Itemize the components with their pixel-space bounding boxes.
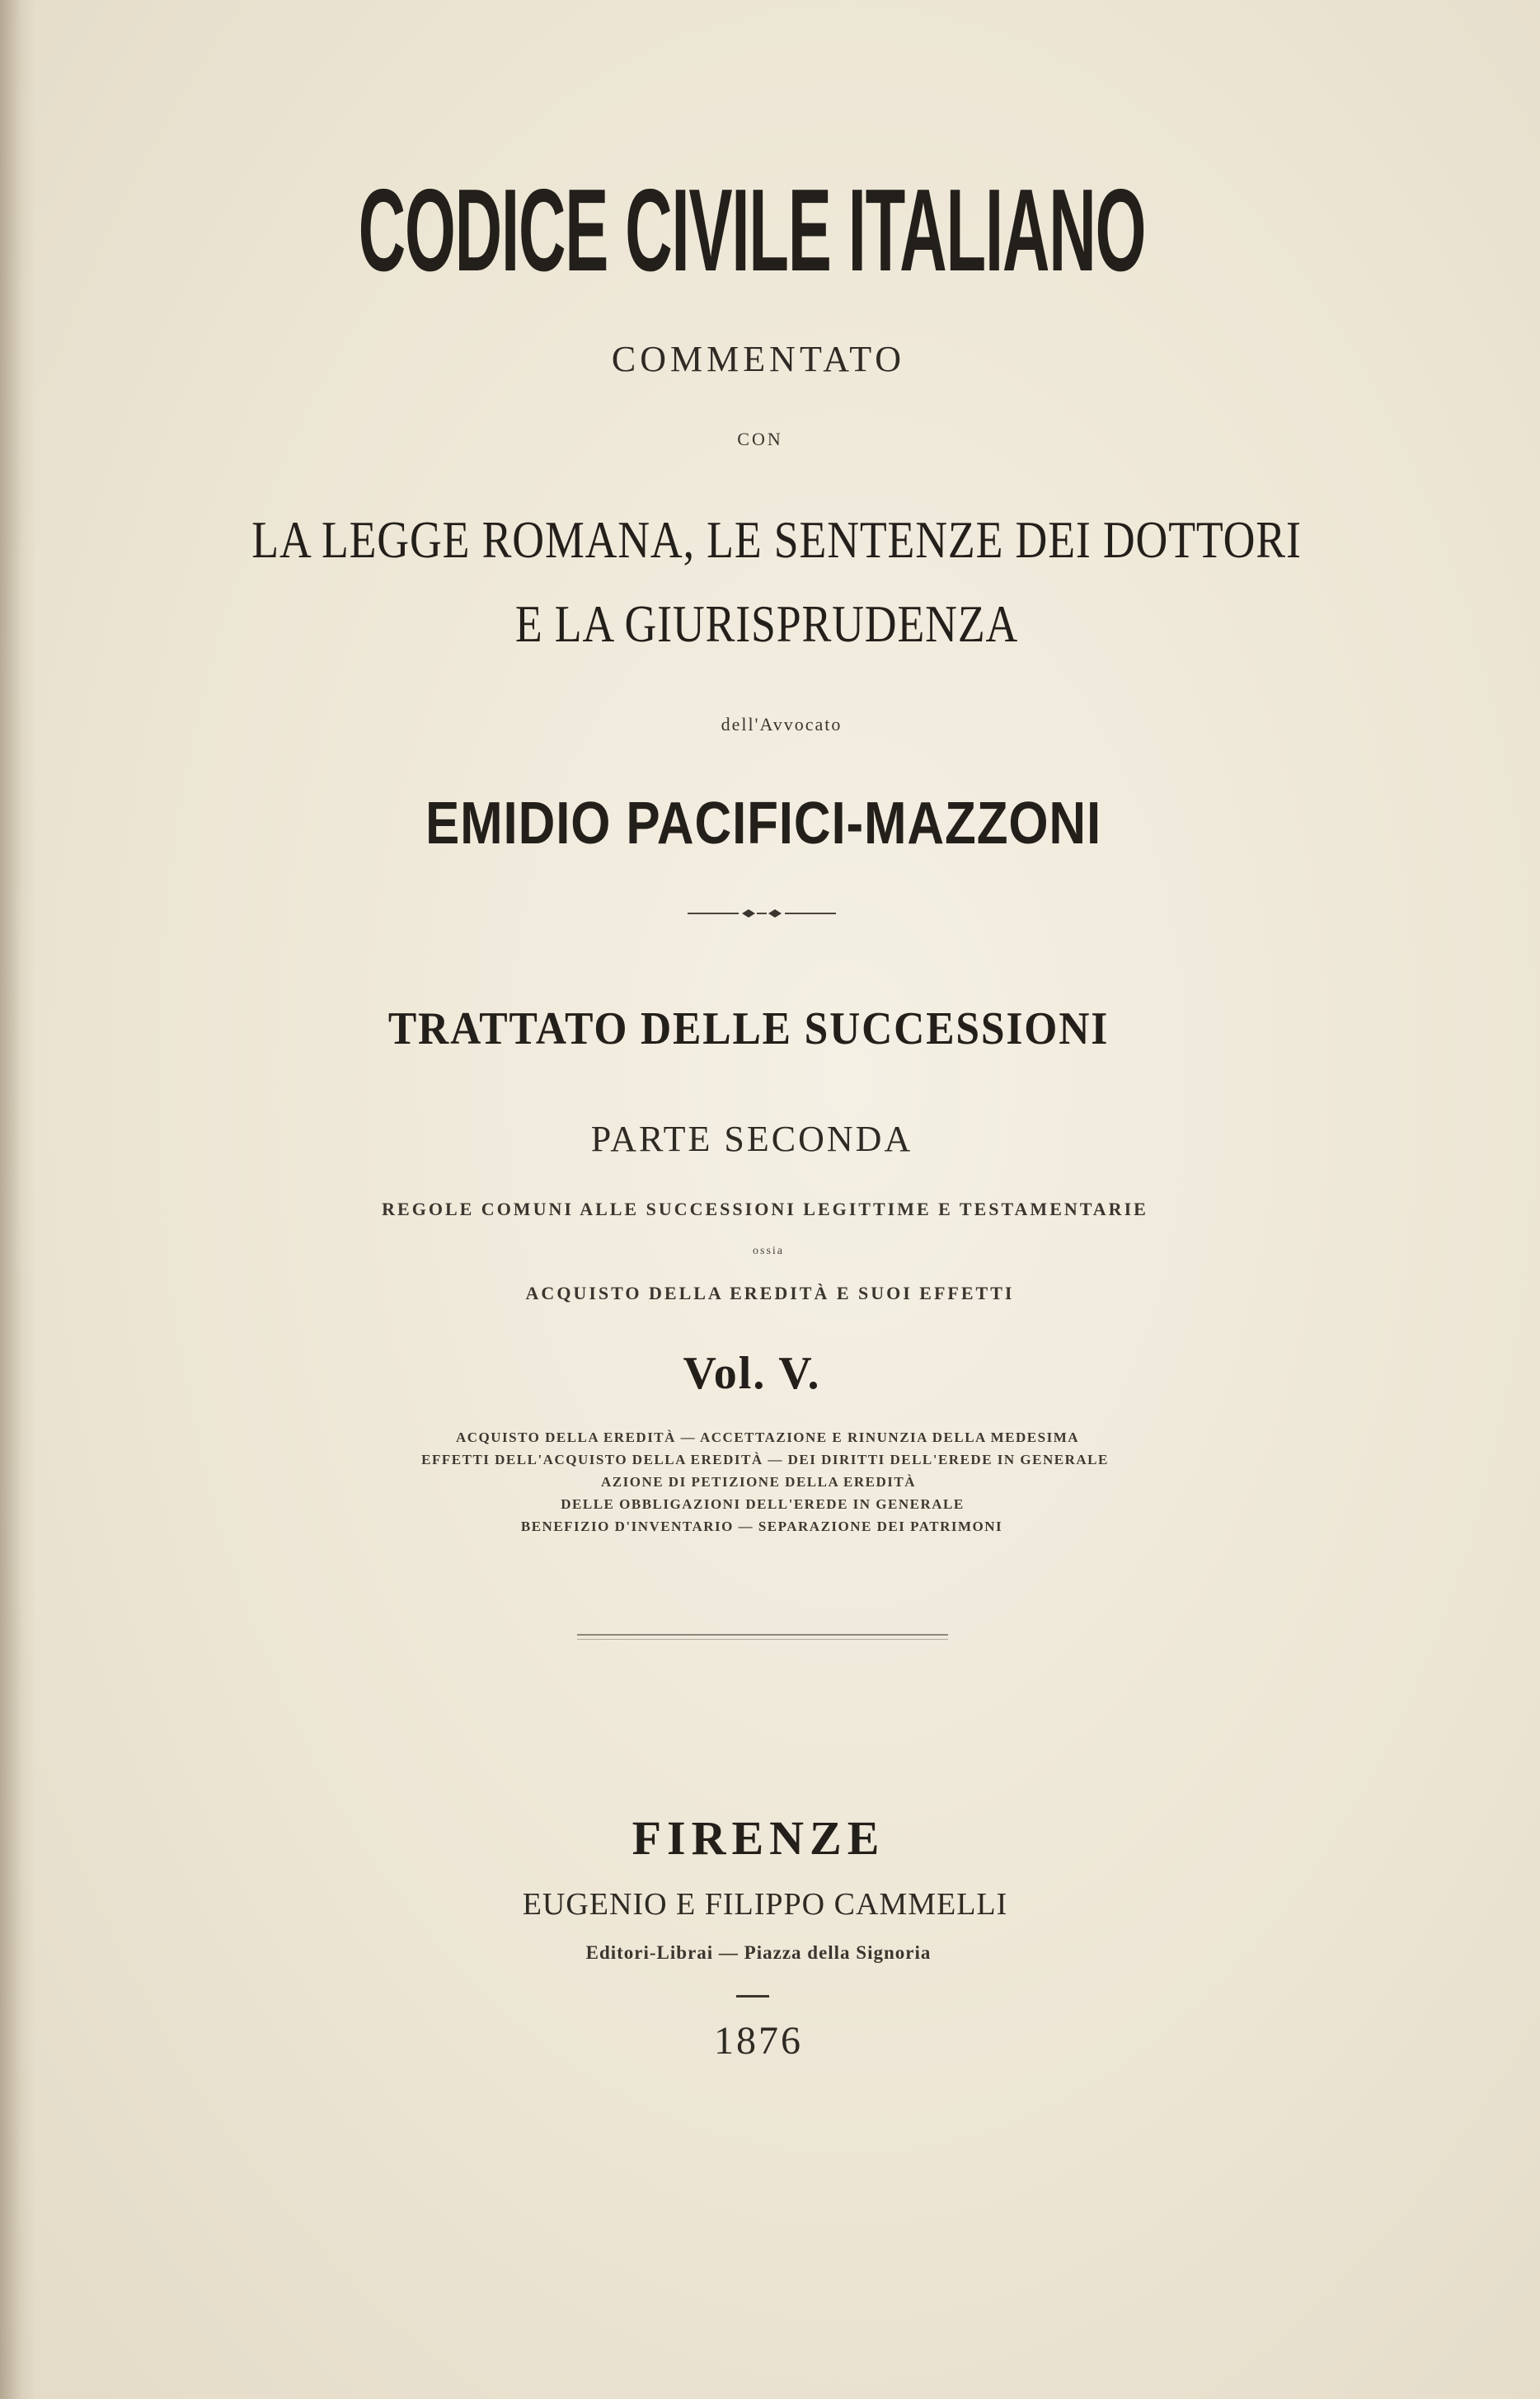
part-title: PARTE SECONDA [590, 1119, 913, 1159]
divider-rule [577, 1634, 948, 1640]
contents-line: BENEFIZIO D'INVENTARIO — SEPARAZIONE DEI PATRIMONI [520, 1519, 1003, 1534]
subtitle: COMMENTATO [611, 339, 906, 379]
short-divider [736, 1995, 769, 1998]
author-prefix: dell'Avvocato [721, 714, 843, 735]
contents-line: ACQUISTO DELLA EREDITÀ — ACCETTAZIONE E RINUNZIA DELLA MEDESIMA [455, 1430, 1080, 1445]
subject-line-2: E LA GIURISPRUDENZA [514, 594, 1019, 653]
treatise-title: TRATTATO DELLE SUCCESSIONI [387, 1003, 1110, 1054]
part-description-connector: ossia [753, 1245, 784, 1257]
part-description-2: ACQUISTO DELLA EREDITÀ E SUOI EFFETTI [525, 1283, 1015, 1303]
imprint-city: FIRENZE [631, 1811, 885, 1865]
imprint-address: Editori-Librai — Piazza della Signoria [585, 1942, 932, 1963]
contents-line: AZIONE DI PETIZIONE DELLA EREDITÀ [600, 1474, 917, 1490]
contents-line: EFFETTI DELL'ACQUISTO DELLA EREDITÀ — DEI DIRITTI DELL'EREDE IN GENERALE [421, 1452, 1109, 1467]
ornament-divider-icon [688, 907, 836, 920]
volume-contents [0, 1426, 1540, 1538]
book-title: CODICE CIVILE ITALIANO [358, 165, 1146, 296]
part-description-1: REGOLE COMUNI ALLE SUCCESSIONI LEGITTIME E TESTAMENTARIE [382, 1199, 1148, 1219]
volume-number: Vol. V. [683, 1348, 821, 1399]
imprint-publisher: EUGENIO E FILIPPO CAMMELLI [522, 1887, 1008, 1922]
imprint-year: 1876 [714, 2019, 803, 2063]
author-name: EMIDIO PACIFICI-MAZZONI [425, 791, 1102, 857]
contents-line: DELLE OBBLIGAZIONI DELL'EREDE IN GENERALE [561, 1496, 965, 1512]
subject-line-1: LA LEGGE ROMANA, LE SENTENZE DEI DOTTORI [251, 510, 1302, 569]
conjunction: CON [737, 429, 783, 449]
